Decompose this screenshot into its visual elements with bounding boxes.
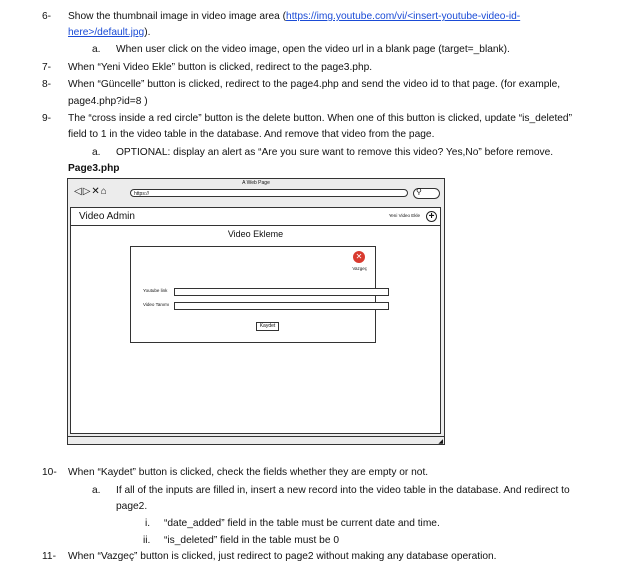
- item-10a-number: a.: [92, 485, 101, 496]
- item-6a-text: When user click on the video image, open the video url in a blank page (target=_blank).: [116, 44, 510, 55]
- item-10ai-number: i.: [145, 518, 151, 529]
- page-label: Page3.php: [68, 163, 120, 174]
- item-6-text: Show the thumbnail image in video image area (https://img.youtube.com/vi/<insert-youtube-video-id-: [68, 11, 521, 22]
- page-heading: Video Ekleme: [227, 229, 284, 239]
- item-10-number: 10-: [42, 467, 57, 478]
- cancel-label: Vazgeç: [352, 266, 367, 271]
- item-11-text: When “Vazgeç” button is clicked, just redirect to page2 without making any database operation.: [68, 551, 497, 562]
- item-10aii-number: ii.: [143, 535, 151, 546]
- item-10a-text-1: If all of the inputs are filled in, insert a new record into the video table in the database. And redirect to: [116, 485, 570, 496]
- item-10-text: When “Kaydet” button is clicked, check the fields whether they are empty or not.: [68, 467, 429, 478]
- item-6-text-cont: here>/default.jpg).: [68, 27, 151, 38]
- app-header: [71, 208, 440, 226]
- search-icon: ⚲: [416, 187, 422, 196]
- status-bar: [68, 436, 444, 444]
- add-video-button[interactable]: +: [426, 211, 437, 222]
- item-6a-number: a.: [92, 44, 101, 55]
- window-title: A Web Page: [242, 180, 270, 186]
- item-9a-number: a.: [92, 147, 101, 158]
- new-video-label[interactable]: Yeni Video Ekle: [388, 213, 420, 218]
- item-7-number: 7-: [42, 62, 52, 73]
- video-form: [130, 246, 376, 343]
- item-6: [42, 10, 51, 24]
- thumbnail-url-link[interactable]: https://img.youtube.com/vi/<insert-youtube-video-id-: [286, 11, 521, 22]
- item-10a-text-2: page2.: [116, 501, 148, 512]
- item-11-number: 11-: [42, 551, 56, 562]
- video-description-label: Video Tanımı: [143, 302, 170, 307]
- browser-nav-icons: ◁▷✕⌂: [74, 186, 108, 197]
- video-description-input[interactable]: [174, 302, 389, 310]
- item-10ai-text: “date_added” field in the table must be current date and time.: [164, 518, 440, 529]
- resize-grip-icon[interactable]: ◢: [438, 439, 443, 445]
- item-9-number: 9-: [42, 113, 52, 124]
- item-9a-text: OPTIONAL: display an alert as “Are you sure want to remove this video? Yes,No” before remove.: [116, 147, 554, 158]
- brand-title: Video Admin: [79, 211, 135, 222]
- cancel-button[interactable]: ✕: [353, 251, 365, 263]
- browser-search-box[interactable]: [413, 188, 440, 199]
- item-9-text-2: field to 1 in the video table in the database. And remove that video from the page.: [68, 129, 435, 140]
- item-number: 6-: [42, 11, 52, 22]
- item-9-text-1: The “cross inside a red circle” button is the delete button. When one of this button is clicked, update “is_deleted”: [68, 113, 572, 124]
- save-button[interactable]: Kaydet: [256, 322, 279, 331]
- youtube-link-input[interactable]: [174, 288, 389, 296]
- item-8-text-2: page4.php?id=8 ): [68, 96, 148, 107]
- item-10aii-text: “is_deleted” field in the table must be 0: [164, 535, 339, 546]
- browser-wireframe: [67, 178, 445, 445]
- thumbnail-url-link-cont[interactable]: here>/default.jpg: [68, 27, 145, 38]
- youtube-link-label: Youtube link: [143, 288, 168, 293]
- item-7-text: When “Yeni Video Ekle” button is clicked, redirect to the page3.php.: [68, 62, 373, 73]
- item-8-number: 8-: [42, 79, 52, 90]
- item-8-text-1: When “Güncelle” button is clicked, redirect to the page4.php and send the video id to that page. (for example,: [68, 79, 561, 90]
- address-bar[interactable]: https://: [130, 189, 408, 197]
- web-page: [70, 207, 441, 434]
